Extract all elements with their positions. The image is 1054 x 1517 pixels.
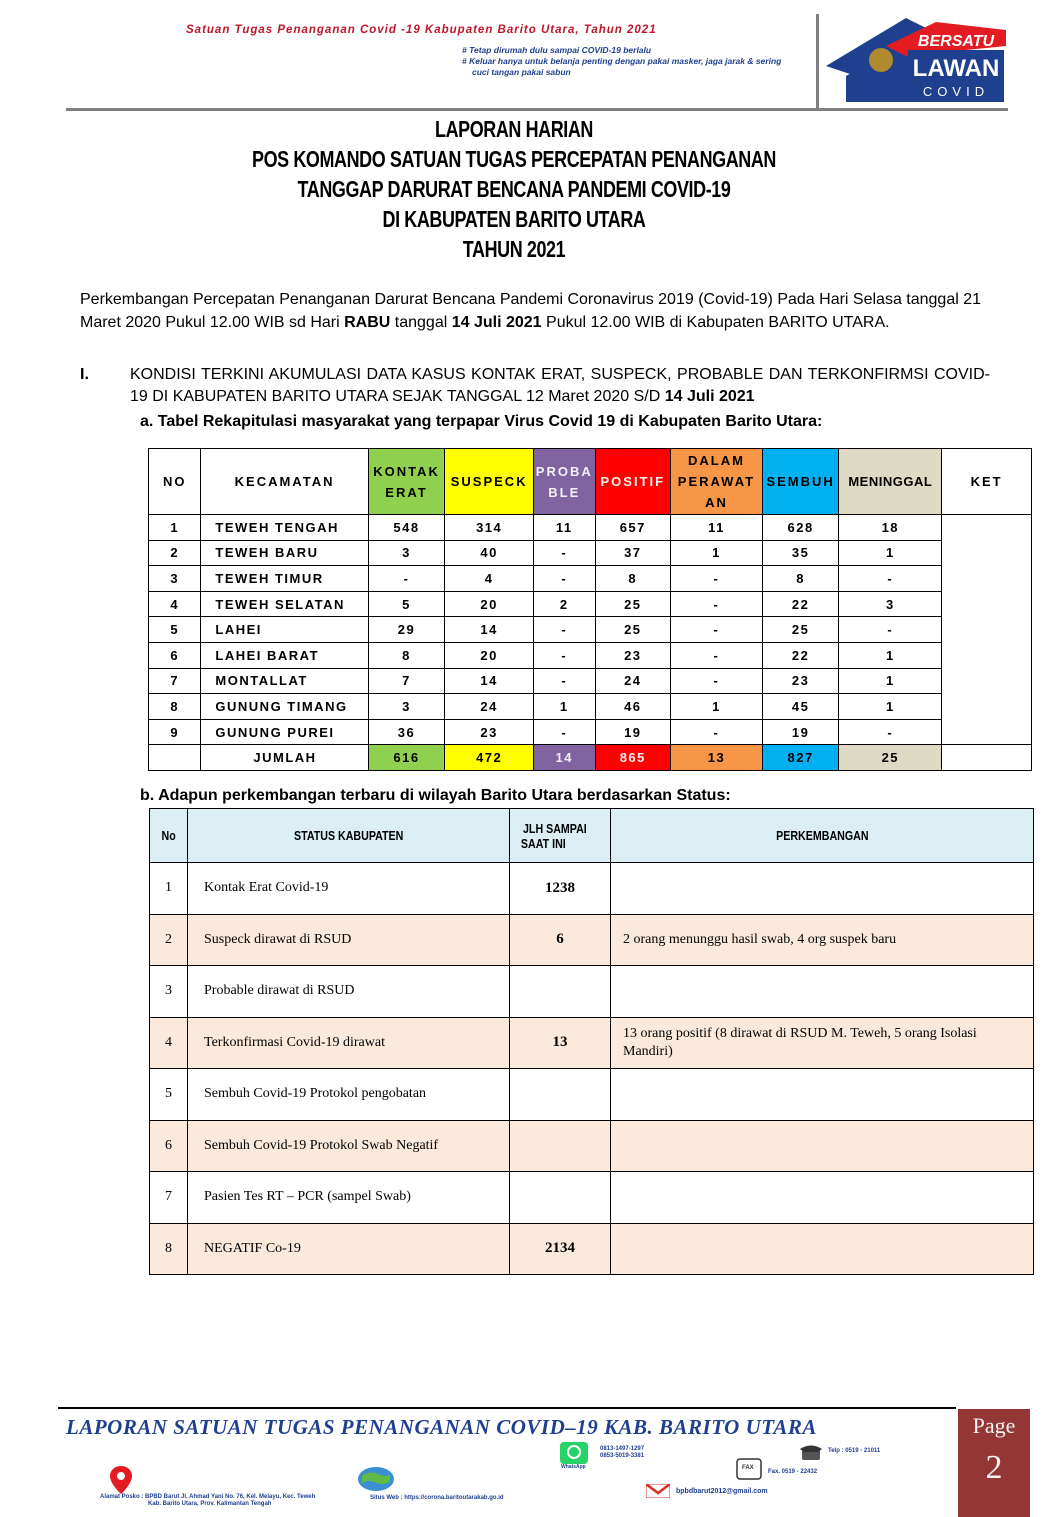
cell-jlh: 1238 xyxy=(510,863,611,915)
cell-meninggal: 18 xyxy=(839,515,942,541)
cell-no: 1 xyxy=(150,863,188,915)
globe-icon xyxy=(356,1466,396,1492)
footer-whatsapp: 0813-1497-1297 0853-5019-3381 xyxy=(600,1446,645,1459)
cell-sembuh: 35 xyxy=(762,540,839,566)
table-row xyxy=(149,642,1032,668)
cell-positif: 19 xyxy=(595,719,671,745)
svg-text:BERSATU: BERSATU xyxy=(917,33,995,50)
cell-dalam: - xyxy=(671,642,763,668)
cell-kontak: 36 xyxy=(368,719,445,745)
cell-perkembangan xyxy=(611,1172,1034,1224)
footer-telp: Telp : 0519 - 21011 xyxy=(828,1448,881,1454)
cell-positif: 37 xyxy=(595,540,671,566)
cell-dalam: 11 xyxy=(671,515,763,541)
header-title: Satuan Tugas Penanganan Covid -19 Kabupaten Barito Utara, Tahun 2021 xyxy=(186,24,657,36)
cell-meninggal: 1 xyxy=(839,668,942,694)
total-kontak: 616 xyxy=(368,745,445,771)
cell-perkembangan xyxy=(611,966,1034,1018)
cell-sembuh: 8 xyxy=(762,566,839,592)
cell-sembuh: 25 xyxy=(762,617,839,643)
cell-sembuh: 23 xyxy=(762,668,839,694)
footer-rule xyxy=(58,1407,956,1409)
col-no: NO xyxy=(149,449,201,515)
total-positif: 865 xyxy=(595,745,671,771)
cell-sembuh: 628 xyxy=(762,515,839,541)
cell-jlh: 6 xyxy=(510,914,611,966)
cell-positif: 8 xyxy=(595,566,671,592)
cell-meninggal: 1 xyxy=(839,540,942,566)
cell-positif: 46 xyxy=(595,694,671,720)
svg-text:LAWAN: LAWAN xyxy=(912,55,1000,82)
cell-no: 3 xyxy=(150,966,188,1018)
cell-suspek: 14 xyxy=(445,668,534,694)
cell-dalam: - xyxy=(671,591,763,617)
report-title-line: POS KOMANDO SATUAN TUGAS PERCEPATAN PENANGANAN xyxy=(252,146,776,172)
cell-suspek: 20 xyxy=(445,591,534,617)
cell-suspek: 23 xyxy=(445,719,534,745)
total-ket xyxy=(942,745,1032,771)
section-number: I. xyxy=(80,366,89,383)
table-row xyxy=(149,617,1032,643)
cell-suspek: 14 xyxy=(445,617,534,643)
bersatu-lawan-covid-logo xyxy=(826,16,1006,104)
cell-suspek: 4 xyxy=(445,566,534,592)
cell-kontak: 8 xyxy=(368,642,445,668)
report-title-line: TAHUN 2021 xyxy=(462,236,566,262)
cell-probable: 1 xyxy=(534,694,595,720)
total-suspek: 472 xyxy=(445,745,534,771)
table-row xyxy=(149,515,1032,541)
cell-dalam: 1 xyxy=(671,540,763,566)
total-label: JUMLAH xyxy=(201,745,368,771)
cell-no: 2 xyxy=(150,914,188,966)
header-note: # Keluar hanya untuk belanja penting dengan pakai masker, jaga jarak & sering xyxy=(462,56,782,66)
cell-kecamatan: TEWEH TIMUR xyxy=(201,566,368,592)
cell-kecamatan: GUNUNG PUREI xyxy=(201,719,368,745)
cell-status: Terkonfirmasi Covid-19 dirawat xyxy=(188,1017,510,1069)
cell-perkembangan: 13 orang positif (8 dirawat di RSUD M. Teweh, 5 orang Isolasi Mandiri) xyxy=(611,1017,1034,1069)
report-title xyxy=(0,114,1028,264)
cell-kecamatan: MONTALLAT xyxy=(201,668,368,694)
table-row xyxy=(150,966,1034,1018)
cell-jlh xyxy=(510,966,611,1018)
cell-suspek: 40 xyxy=(445,540,534,566)
cell-positif: 23 xyxy=(595,642,671,668)
footer-email: bpbdbarut2012@gmail.com xyxy=(676,1488,768,1495)
cell-kecamatan: TEWEH BARU xyxy=(201,540,368,566)
col-kontak-erat: KONTAK ERAT xyxy=(368,449,445,515)
cell-meninggal: - xyxy=(839,566,942,592)
cell-status: Pasien Tes RT – PCR (sampel Swab) xyxy=(188,1172,510,1224)
cell-status: Suspeck dirawat di RSUD xyxy=(188,914,510,966)
cell-suspek: 314 xyxy=(445,515,534,541)
total-meninggal: 25 xyxy=(839,745,942,771)
cell-positif: 24 xyxy=(595,668,671,694)
recap-table xyxy=(148,448,1032,771)
section-text: KONDISI TERKINI AKUMULASI DATA KASUS KONTAK ERAT, SUSPECK, PROBABLE DAN TERKONFIRMSI COVID-19 DI KABUPATEN BARITO UTARA SEJAK TANGGAL 12 Maret 2020 S/D 14 Juli 2021 xyxy=(130,366,990,405)
cell-meninggal: - xyxy=(839,719,942,745)
cell-probable: 11 xyxy=(534,515,595,541)
table-row xyxy=(150,914,1034,966)
cell-kontak: 3 xyxy=(368,694,445,720)
cell-no: 5 xyxy=(149,617,201,643)
cell-kecamatan: LAHEI BARAT xyxy=(201,642,368,668)
cell-dalam: - xyxy=(671,566,763,592)
cell-no: 4 xyxy=(150,1017,188,1069)
table-row xyxy=(150,863,1034,915)
table-row xyxy=(149,719,1032,745)
table-row xyxy=(150,1069,1034,1121)
cell-no: 3 xyxy=(149,566,201,592)
cell-perkembangan xyxy=(611,1069,1034,1121)
col-probable: PROBA BLE xyxy=(534,449,595,515)
cell-perkembangan xyxy=(611,1223,1034,1275)
cell-suspek: 24 xyxy=(445,694,534,720)
email-icon xyxy=(646,1484,670,1498)
header-notes xyxy=(462,45,781,78)
report-title-line: LAPORAN HARIAN xyxy=(435,116,593,142)
cell-status: Probable dirawat di RSUD xyxy=(188,966,510,1018)
footer-address: Alamat Posko : BPBD Barut Jl. Ahmad Yani No. 76, Kel. Melayu, Kec. Teweh Kab. Barito Utara, Prov. Kalimantan Tengah xyxy=(100,1494,316,1507)
cell-no xyxy=(149,745,201,771)
cell-positif: 657 xyxy=(595,515,671,541)
cell-no: 4 xyxy=(149,591,201,617)
total-probable: 14 xyxy=(534,745,595,771)
cell-no: 7 xyxy=(149,668,201,694)
cell-meninggal: 1 xyxy=(839,642,942,668)
cell-kontak: 3 xyxy=(368,540,445,566)
total-row xyxy=(149,745,1032,771)
table-row xyxy=(149,540,1032,566)
section-1 xyxy=(80,364,990,408)
cell-perkembangan xyxy=(611,1120,1034,1172)
cell-positif: 25 xyxy=(595,591,671,617)
cell-kontak: 548 xyxy=(368,515,445,541)
col-jlh: JLH SAMPAI SAAT INI xyxy=(510,809,611,863)
cell-probable: - xyxy=(534,617,595,643)
col-kecamatan: KECAMATAN xyxy=(201,449,368,515)
cell-kecamatan: TEWEH TENGAH xyxy=(201,515,368,541)
cell-kontak: - xyxy=(368,566,445,592)
table-row xyxy=(150,1223,1034,1275)
telephone-icon xyxy=(800,1444,822,1460)
col-status: STATUS KABUPATEN xyxy=(188,809,510,863)
total-dalam: 13 xyxy=(671,745,763,771)
table-row xyxy=(150,1172,1034,1224)
whatsapp-icon xyxy=(560,1442,588,1464)
cell-status: Kontak Erat Covid-19 xyxy=(188,863,510,915)
table-row xyxy=(149,591,1032,617)
col-meninggal: MENINGGAL xyxy=(839,449,942,515)
cell-positif: 25 xyxy=(595,617,671,643)
map-pin-icon xyxy=(108,1465,134,1495)
cell-probable: - xyxy=(534,719,595,745)
cell-no: 8 xyxy=(150,1223,188,1275)
cell-status: Sembuh Covid-19 Protokol Swab Negatif xyxy=(188,1120,510,1172)
cell-perkembangan: 2 orang menunggu hasil swab, 4 org suspek baru xyxy=(611,914,1034,966)
footer-website: Situs Web : https://corona.baritoutarakab.go.id xyxy=(370,1495,504,1501)
fax-label: FAX xyxy=(742,1465,754,1471)
cell-no: 8 xyxy=(149,694,201,720)
status-table xyxy=(149,808,1034,1275)
col-perkembangan: PERKEMBANGAN xyxy=(611,809,1034,863)
col-positif: POSITIF xyxy=(595,449,671,515)
report-title-line: TANGGAP DARURAT BENCANA PANDEMI COVID-19 xyxy=(297,176,731,202)
cell-probable: - xyxy=(534,540,595,566)
cell-probable: 2 xyxy=(534,591,595,617)
table-row xyxy=(149,668,1032,694)
cell-jlh xyxy=(510,1069,611,1121)
cell-suspek: 20 xyxy=(445,642,534,668)
footer-fax: Fax. 0519 - 22432 xyxy=(768,1469,818,1475)
cell-dalam: 1 xyxy=(671,694,763,720)
cell-jlh: 2134 xyxy=(510,1223,611,1275)
cell-kontak: 7 xyxy=(368,668,445,694)
cell-dalam: - xyxy=(671,617,763,643)
footer-title: LAPORAN SATUAN TUGAS PENANGANAN COVID–19 KAB. BARITO UTARA xyxy=(66,1415,817,1439)
table-a-caption: a. Tabel Rekapitulasi masyarakat yang terpapar Virus Covid 19 di Kabupaten Barito Utara: xyxy=(140,413,823,430)
cell-kecamatan: LAHEI xyxy=(201,617,368,643)
cell-perkembangan xyxy=(611,863,1034,915)
table-b-caption: b. Adapun perkembangan terbaru di wilayah Barito Utara berdasarkan Status: xyxy=(140,787,731,804)
table-row xyxy=(150,1120,1034,1172)
cell-ket xyxy=(942,515,1032,745)
cell-meninggal: 1 xyxy=(839,694,942,720)
cell-kontak: 5 xyxy=(368,591,445,617)
header-note: cuci tangan pakai sabun xyxy=(472,67,571,77)
cell-sembuh: 22 xyxy=(762,642,839,668)
cell-probable: - xyxy=(534,642,595,668)
col-suspeck: SUSPECK xyxy=(445,449,534,515)
cell-kontak: 29 xyxy=(368,617,445,643)
intro-paragraph: Perkembangan Percepatan Penanganan Darurat Bencana Pandemi Coronavirus 2019 (Covid-19) Pada Hari Selasa tanggal 21 Maret 2020 Pukul 12.00 WIB sd Hari RABU tanggal 14 Juli 2021 Pukul 12.00 WIB di Kabupaten BARITO UTARA. xyxy=(80,291,982,331)
cell-jlh xyxy=(510,1172,611,1224)
total-sembuh: 827 xyxy=(762,745,839,771)
whatsapp-label: WhatsApp xyxy=(561,1464,586,1470)
page-indicator xyxy=(958,1409,1030,1517)
report-title-line: DI KABUPATEN BARITO UTARA xyxy=(382,206,646,232)
table-row xyxy=(149,566,1032,592)
cell-no: 1 xyxy=(149,515,201,541)
cell-dalam: - xyxy=(671,719,763,745)
cell-jlh xyxy=(510,1120,611,1172)
cell-sembuh: 22 xyxy=(762,591,839,617)
cell-kecamatan: GUNUNG TIMANG xyxy=(201,694,368,720)
header-divider xyxy=(816,14,819,110)
col-dalam-perawatan: DALAM PERAWAT AN xyxy=(671,449,763,515)
cell-meninggal: - xyxy=(839,617,942,643)
table-row xyxy=(149,694,1032,720)
col-sembuh: SEMBUH xyxy=(762,449,839,515)
cell-jlh: 13 xyxy=(510,1017,611,1069)
table-row xyxy=(150,1017,1034,1069)
page-number: 2 xyxy=(985,1449,1003,1486)
cell-sembuh: 19 xyxy=(762,719,839,745)
svg-text:COVID: COVID xyxy=(922,84,990,99)
cell-dalam: - xyxy=(671,668,763,694)
cell-probable: - xyxy=(534,668,595,694)
cell-no: 6 xyxy=(149,642,201,668)
page-label: Page xyxy=(972,1413,1016,1438)
cell-meninggal: 3 xyxy=(839,591,942,617)
cell-kecamatan: TEWEH SELATAN xyxy=(201,591,368,617)
col-no: No xyxy=(150,809,188,863)
cell-status: NEGATIF Co-19 xyxy=(188,1223,510,1275)
cell-no: 6 xyxy=(150,1120,188,1172)
cell-sembuh: 45 xyxy=(762,694,839,720)
cell-no: 9 xyxy=(149,719,201,745)
cell-probable: - xyxy=(534,566,595,592)
cell-no: 5 xyxy=(150,1069,188,1121)
header-rule xyxy=(66,108,1008,111)
cell-no: 2 xyxy=(149,540,201,566)
col-ket: KET xyxy=(942,449,1032,515)
cell-no: 7 xyxy=(150,1172,188,1224)
header-note: # Tetap dirumah dulu sampai COVID-19 berlalu xyxy=(462,45,652,55)
cell-status: Sembuh Covid-19 Protokol pengobatan xyxy=(188,1069,510,1121)
